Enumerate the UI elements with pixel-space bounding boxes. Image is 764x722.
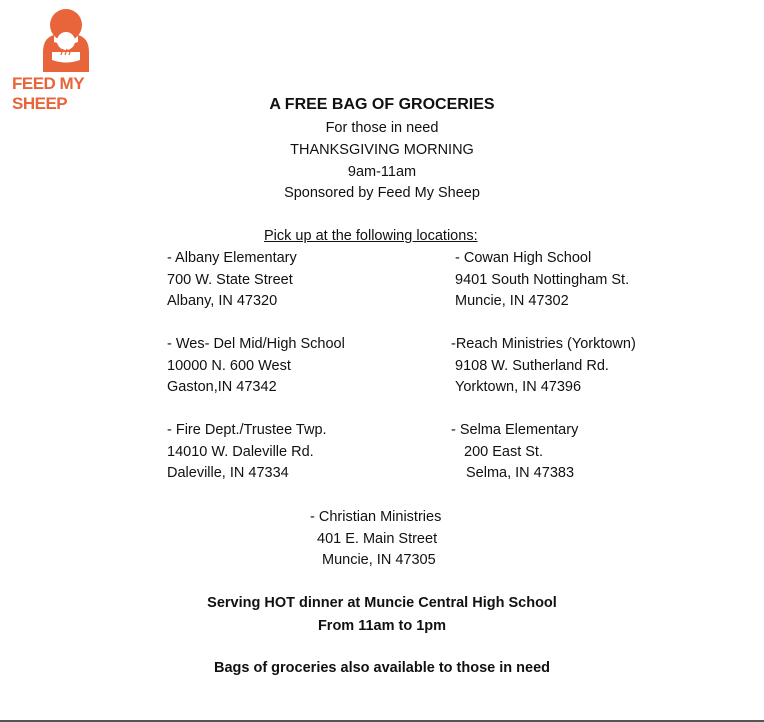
logo-text: FEED MY SHEEP <box>12 74 84 113</box>
flyer-title: A FREE BAG OF GROCERIES <box>269 96 495 113</box>
location-street: 9401 South Nottingham St. <box>455 271 630 288</box>
location-city: Muncie, IN 47302 <box>455 293 569 309</box>
location-reach-ministries <box>451 334 636 399</box>
serving-time-line: From 11am to 1pm <box>317 618 447 634</box>
location-albany <box>167 248 297 313</box>
location-name: - Wes- Del Mid/High School <box>167 336 345 352</box>
subtitle-line-3: 9am-11am <box>347 164 417 180</box>
location-city: Selma, IN 47383 <box>466 465 575 481</box>
location-street: 401 E. Main Street <box>317 530 438 547</box>
location-street: 9108 W. Sutherland Rd. <box>455 357 609 374</box>
location-city: Daleville, IN 47334 <box>167 465 289 481</box>
serving-dinner-line: Serving HOT dinner at Muncie Central High School <box>207 595 557 611</box>
location-city: Yorktown, IN 47396 <box>455 379 582 395</box>
location-street: 700 W. State Street <box>167 271 293 288</box>
location-name: -Reach Ministries (Yorktown) <box>451 336 636 352</box>
location-name: - Selma Elementary <box>451 422 579 438</box>
location-selma <box>451 420 578 485</box>
location-christian-ministries <box>310 507 441 572</box>
location-name: - Cowan High School <box>455 250 592 266</box>
feed-my-sheep-logo <box>10 8 120 113</box>
location-fire-dept <box>167 420 327 485</box>
sheep-logo-icon <box>38 8 94 72</box>
location-name: - Albany Elementary <box>167 250 297 266</box>
location-wes-del <box>167 334 345 399</box>
subtitle-line-1: For those in need <box>325 120 439 136</box>
location-street: 14010 W. Daleville Rd. <box>167 443 314 460</box>
location-cowan <box>455 248 629 313</box>
location-street: 10000 N. 600 West <box>167 357 291 374</box>
location-city: Gaston,IN 47342 <box>167 379 277 395</box>
location-name: - Christian Ministries <box>310 509 442 525</box>
pickup-heading: Pick up at the following locations: <box>264 228 478 244</box>
location-city: Albany, IN 47320 <box>167 293 278 309</box>
location-name: - Fire Dept./Trustee Twp. <box>167 422 327 438</box>
location-city: Muncie, IN 47305 <box>322 552 436 568</box>
subtitle-line-4: Sponsored by Feed My Sheep <box>284 185 480 201</box>
location-street: 200 East St. <box>464 443 543 460</box>
subtitle-line-2: THANKSGIVING MORNING <box>290 142 474 158</box>
bags-available-line: Bags of groceries also available to those in need <box>213 660 551 676</box>
